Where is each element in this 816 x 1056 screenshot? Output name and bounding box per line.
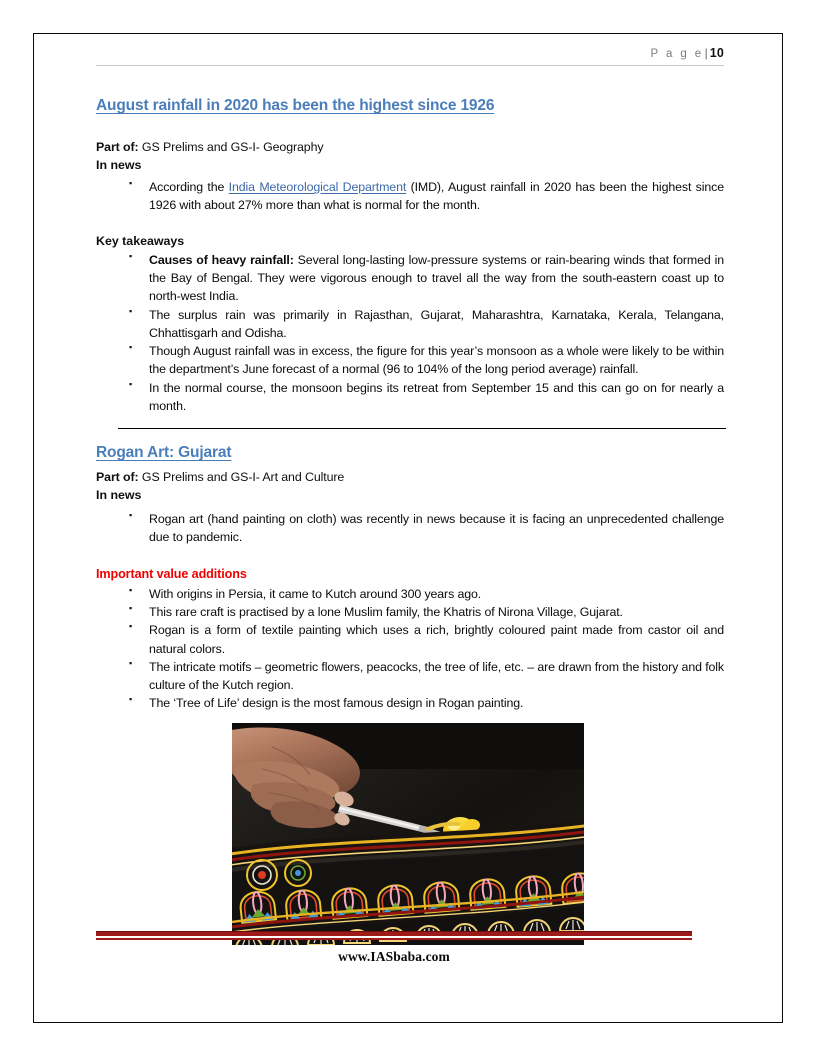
page-header (96, 44, 724, 66)
header-page-label: P a g e (650, 48, 704, 60)
in-news-list-rogan (96, 510, 724, 546)
list-item (149, 658, 724, 694)
bullet-text: This rare craft is practised by a lone Muslim family, the Khatris of Nirona Village, Gujarat. (149, 605, 623, 620)
page-footer (96, 931, 692, 965)
key-takeaways-label: Key takeaways (96, 234, 185, 248)
bullet-text: In the normal course, the monsoon begins its retreat from September 15 and this can go on for nearly a month. (149, 380, 724, 413)
part-of-label: Part of: (96, 140, 139, 154)
part-of-line-rogan (96, 469, 724, 487)
bullet-text: Several long-lasting low-pressure systems or rain-bearing winds that formed in the Bay of Bengal. They were vigorous enough to travel all the way from the south-eastern coast up to north-west India. (149, 253, 724, 304)
key-takeaways-list (96, 251, 724, 415)
important-value-additions-label: Important value additions (96, 567, 247, 581)
page-content (96, 44, 724, 711)
bullet-text: With origins in Persia, it came to Kutch around 300 years ago. (149, 587, 482, 601)
value-additions-list (96, 585, 724, 713)
bullet-lead-bold: Causes of heavy rainfall: (149, 253, 294, 267)
footer-website[interactable]: www.IASbaba.com (338, 949, 450, 964)
bullet-text-post: (IMD), August rainfall in 2020 has been the highest since 1926 with about 27% more than what is normal for the month. (149, 180, 724, 213)
bullet-text: The ‘Tree of Life’ design is the most famous design in Rogan painting. (149, 696, 524, 711)
bullet-text: The surplus rain was primarily in Rajasthan, Gujarat, Maharashtra, Karnataka, Kerala, Telangana, Chhattisgarh and Odisha. (149, 307, 724, 340)
bullet-text: Rogan art (hand painting on cloth) was recently in news because it is facing an unprecedented challenge due to pandemic. (149, 512, 724, 545)
header-page-number: 10 (709, 46, 724, 60)
part-of-line-rainfall (96, 139, 724, 157)
list-item (149, 585, 724, 603)
part-of-value: GS Prelims and GS-I- Geography (138, 140, 324, 154)
in-news-label-rainfall: In news (96, 157, 142, 172)
list-item (149, 379, 724, 415)
in-news-list-rainfall (96, 178, 724, 214)
rainfall-meta-block (96, 139, 724, 175)
list-item (149, 342, 724, 378)
list-item (149, 178, 724, 214)
rogan-art-image (232, 723, 584, 945)
bullet-text-pre: According the (149, 180, 229, 194)
list-item (149, 306, 724, 342)
bullet-text: Rogan is a form of textile painting which uses a rich, brightly coloured paint made from castor oil and natural colors. (149, 623, 724, 656)
part-of-label: Part of: (96, 470, 139, 484)
list-item (149, 603, 724, 621)
list-item (149, 621, 724, 657)
in-news-label-rogan: In news (96, 487, 142, 502)
bullet-text: Though August rainfall was in excess, the figure for this year’s monsoon as a whole were likely to be within the department’s June forecast of a normal (96 to 104% of the long period average) rainfall. (149, 344, 724, 377)
imd-link[interactable]: India Meteorological Department (228, 180, 407, 194)
footer-rule-thin (96, 938, 692, 940)
header-separator: | (704, 46, 708, 60)
list-item (149, 251, 724, 306)
list-item (149, 510, 724, 546)
section-divider (118, 428, 726, 429)
section-title-rainfall[interactable]: August rainfall in 2020 has been the highest since 1926 (96, 97, 495, 114)
part-of-value: GS Prelims and GS-I- Art and Culture (138, 470, 345, 484)
bullet-text: The intricate motifs – geometric flowers, peacocks, the tree of life, etc. – are drawn from the history and folk culture of the Kutch region. (149, 659, 724, 693)
rogan-meta-block (96, 469, 724, 505)
key-takeaways-label-block (96, 233, 724, 251)
section-title-rogan[interactable]: Rogan Art: Gujarat (96, 444, 232, 461)
list-item (149, 694, 724, 712)
value-additions-label-block (96, 565, 724, 583)
